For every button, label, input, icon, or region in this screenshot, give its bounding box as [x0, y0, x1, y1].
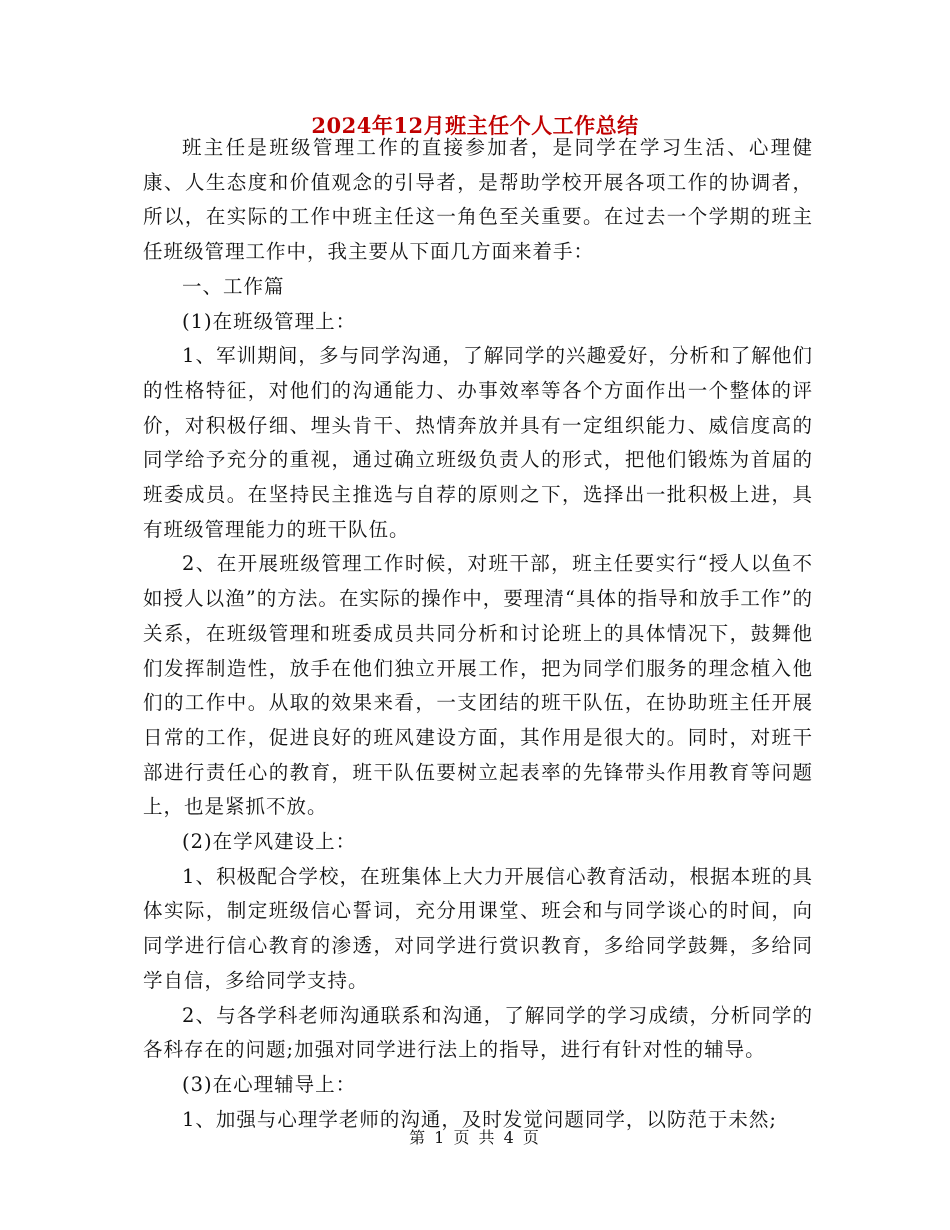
subheading-psychological-counseling: (3)在心理辅导上： [182, 1072, 357, 1096]
paragraph-teacher-communication: 2、与各学科老师沟通联系和沟通，了解同学的学习成绩，分析同学的各科存在的问题;加强对同学进行法上的指导，进行有针对性的辅导。 [143, 1003, 813, 1062]
page-number-footer: 第 1 页 共 4 页 [409, 1128, 541, 1147]
paragraph-military-training: 1、军训期间，多与同学沟通，了解同学的兴趣爱好，分析和了解他们的性格特征，对他们的沟通能力、办事效率等各个方面作出一个整体的评价，对积极仔细、埋头肯干、热情奔放并具有一定组织能力、威信度高的同学给予充分的重视，通过确立班级负责人的形式，把他们锻炼为首届的班委成员。在坚持民主推选与自荐的原则之下，选择出一批积极上进，具有班级管理能力的班干队伍。 [143, 344, 813, 541]
subheading-class-management: (1)在班级管理上： [182, 309, 357, 333]
section-heading-work: 一、工作篇 [182, 274, 285, 298]
paragraph-confidence-education: 1、积极配合学校，在班集体上大力开展信心教育活动，根据本班的具体实际，制定班级信心誓词，充分用课堂、班会和与同学谈心的时间，向同学进行信心教育的渗透，对同学进行赏识教育，多给同学鼓舞，多给同学自信，多给同学支持。 [143, 864, 813, 992]
document-body [143, 131, 813, 1137]
document-title: 2024年12月班主任个人工作总结 [311, 113, 639, 138]
paragraph-class-cadres: 2、在开展班级管理工作时候，对班干部，班主任要实行“授人以鱼不如授人以渔”的方法。在实际的操作中，要理清“具体的指导和放手工作”的关系，在班级管理和班委成员共同分析和讨论班上的具体情况下，鼓舞他们发挥制造性，放手在他们独立开展工作，把为同学们服务的理念植入他们的工作中。从取的效果来看，一支团结的班干队伍，在协助班主任开展日常的工作，促进良好的班风建设方面，其作用是很大的。同时，对班干部进行责任心的教育，班干队伍要树立起表率的先锋带头作用教育等问题上，也是紧抓不放。 [143, 552, 813, 819]
paragraph-intro: 班主任是班级管理工作的直接参加者，是同学在学习生活、心理健康、人生态度和价值观念的引导者，是帮助学校开展各项工作的协调者，所以，在实际的工作中班主任这一角色至关重要。在过去一个学期的班主任班级管理工作中，我主要从下面几方面来着手： [143, 136, 813, 264]
subheading-study-style: (2)在学风建设上： [182, 830, 357, 854]
paragraph-psychology-teacher: 1、加强与心理学老师的沟通，及时发觉问题同学，以防范于未然; [182, 1107, 777, 1131]
